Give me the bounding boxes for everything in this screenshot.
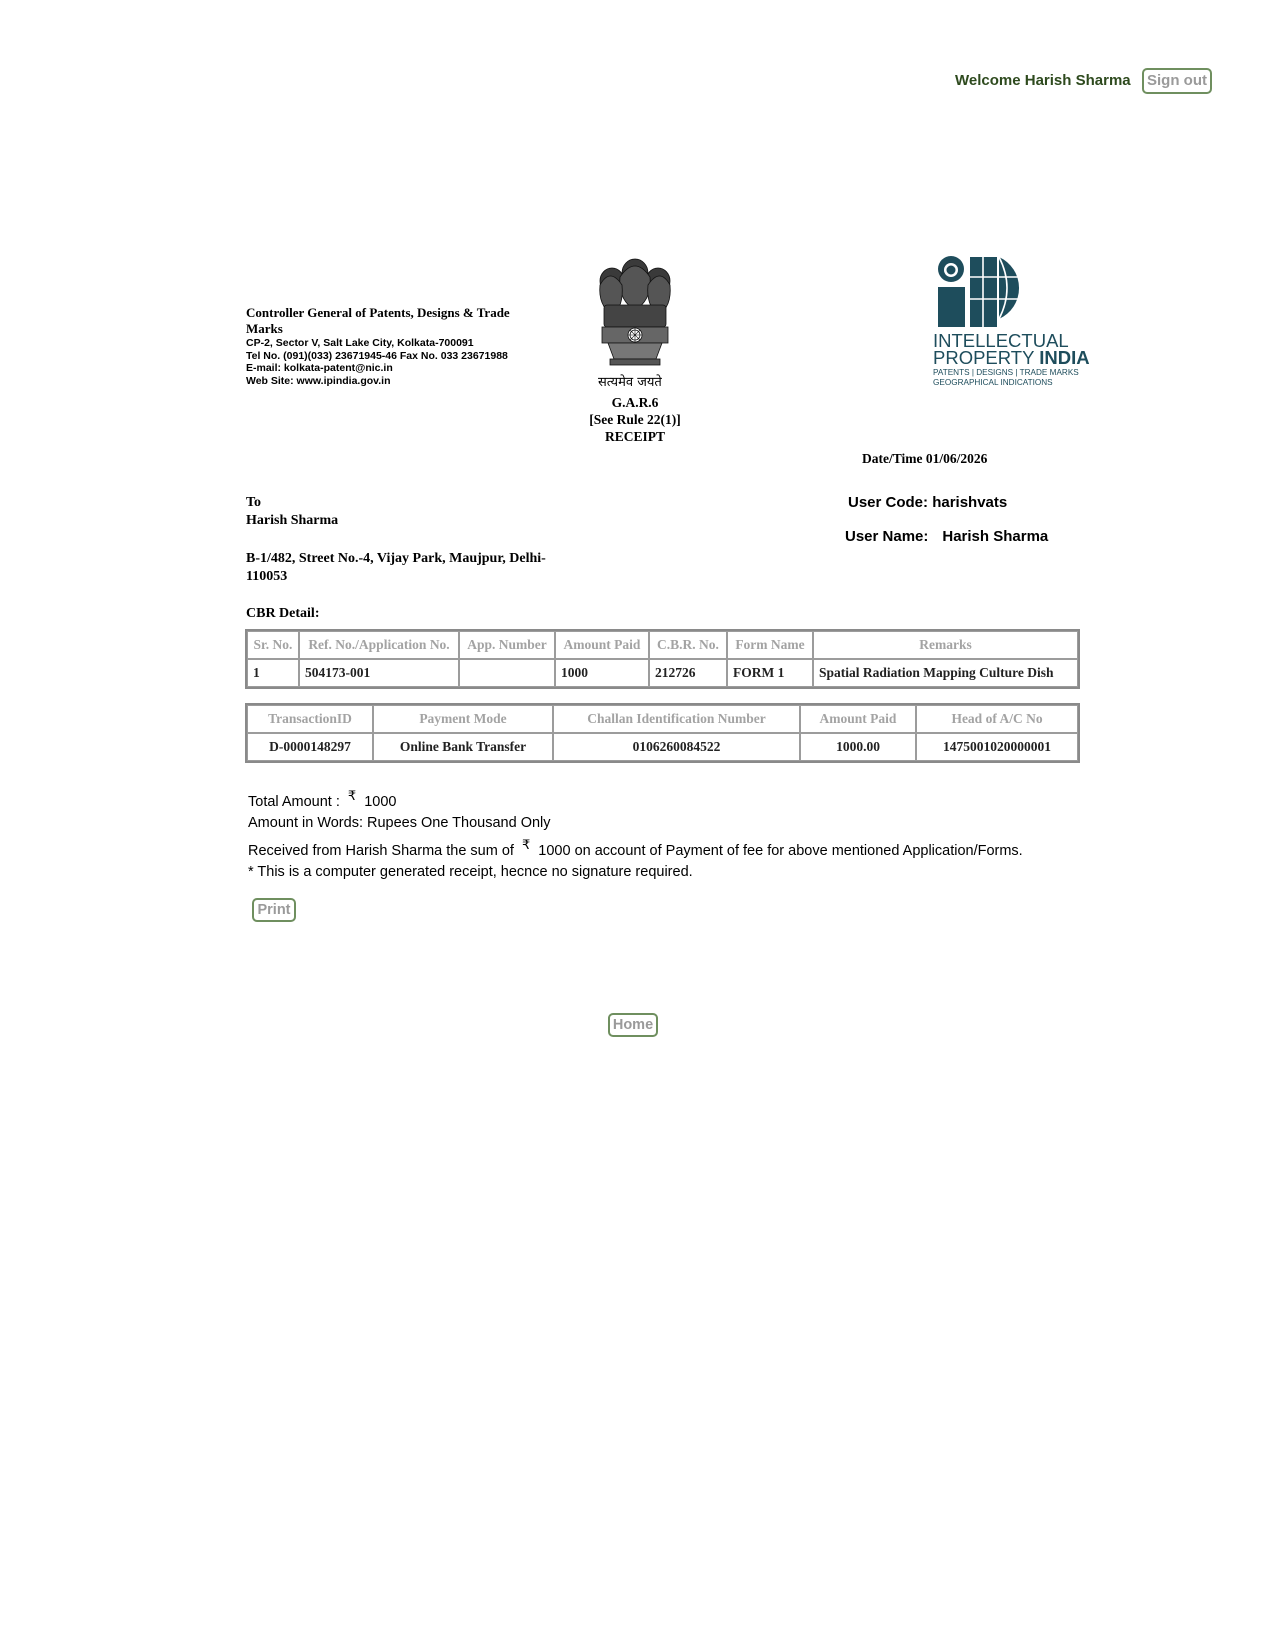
ip-logo-line3: PATENTS | DESIGNS | TRADE MARKS bbox=[933, 368, 1079, 377]
emblem-motto: सत्यमेव जयते bbox=[598, 375, 662, 390]
table-cell: 1000 bbox=[555, 659, 649, 687]
table-header: TransactionID bbox=[247, 705, 373, 733]
receipt-title: RECEIPT bbox=[604, 429, 665, 444]
user-code bbox=[848, 494, 1007, 511]
office-website: Web Site: www.ipindia.gov.in bbox=[246, 374, 391, 387]
user-name-value: Harish Sharma bbox=[942, 528, 1049, 545]
total-amount bbox=[248, 786, 551, 813]
table-header: App. Number bbox=[459, 631, 555, 659]
table-cell: 1475001020000001 bbox=[916, 733, 1078, 761]
user-code-label: User Code: bbox=[848, 494, 929, 511]
computer-generated-note: * This is a computer generated receipt, hecnce no signature required. bbox=[248, 864, 693, 880]
ip-logo-line2 bbox=[933, 347, 1090, 368]
office-address: CP-2, Sector V, Salt Lake City, Kolkata-700091 bbox=[246, 337, 474, 349]
rupee-icon: ₹ bbox=[521, 838, 531, 853]
rule-reference: [See Rule 22(1)] bbox=[589, 412, 681, 427]
user-code-value: harishvats bbox=[932, 494, 1008, 511]
received-suffix: 1000 on account of Payment of fee for above mentioned Application/Forms. bbox=[538, 843, 1023, 859]
to-label: To bbox=[246, 495, 262, 510]
rupee-icon: ₹ bbox=[347, 789, 357, 804]
cbr-detail-title: CBR Detail: bbox=[246, 606, 320, 621]
sign-out-button[interactable]: Sign out bbox=[1142, 68, 1212, 94]
received-prefix: Received from Harish Sharma the sum of bbox=[248, 843, 514, 859]
table-header: C.B.R. No. bbox=[649, 631, 727, 659]
total-amount-label: Total Amount : bbox=[248, 794, 340, 810]
table-row bbox=[247, 733, 1078, 761]
national-emblem-icon bbox=[590, 255, 680, 367]
table-header: Form Name bbox=[727, 631, 813, 659]
ip-logo-line4: GEOGRAPHICAL INDICATIONS bbox=[933, 378, 1053, 387]
office-info bbox=[246, 305, 536, 387]
recipient-address: B-1/482, Street No.-4, Vijay Park, Maujpur, Delhi-110053 bbox=[246, 551, 546, 584]
cbr-table bbox=[245, 629, 1080, 689]
welcome-text: Welcome Harish Sharma bbox=[955, 72, 1131, 89]
transaction-table bbox=[245, 703, 1080, 763]
office-tel: Tel No. (091)(033) 23671945-46 Fax No. 033 23671988 bbox=[246, 349, 508, 362]
home-button[interactable]: Home bbox=[608, 1013, 658, 1037]
recipient-block bbox=[246, 494, 338, 530]
ip-logo-line2a: PROPERTY bbox=[933, 347, 1040, 368]
table-header: Amount Paid bbox=[800, 705, 916, 733]
office-email: E-mail: kolkata-patent@nic.in bbox=[246, 362, 393, 374]
table-header: Head of A/C No bbox=[916, 705, 1078, 733]
table-cell: 1 bbox=[247, 659, 299, 687]
ip-logo-line1: INTELLECTUAL bbox=[933, 330, 1069, 351]
table-header-row bbox=[247, 705, 1078, 733]
table-cell: 0106260084522 bbox=[553, 733, 800, 761]
table-header: Payment Mode bbox=[373, 705, 553, 733]
amount-in-words: Amount in Words: Rupees One Thousand Only bbox=[248, 815, 551, 831]
ip-logo-line2b: INDIA bbox=[1039, 347, 1090, 368]
table-cell: D-0000148297 bbox=[247, 733, 373, 761]
total-amount-value: 1000 bbox=[364, 794, 397, 810]
user-name bbox=[845, 528, 1048, 545]
table-header: Remarks bbox=[813, 631, 1078, 659]
table-cell bbox=[459, 659, 555, 687]
table-cell: FORM 1 bbox=[727, 659, 813, 687]
table-header: Ref. No./Application No. bbox=[299, 631, 459, 659]
table-cell: 212726 bbox=[649, 659, 727, 687]
form-code: G.A.R.6 bbox=[611, 395, 659, 410]
office-name: Controller General of Patents, Designs & Trade Marks bbox=[246, 305, 510, 336]
received-block bbox=[248, 835, 1023, 883]
table-row bbox=[247, 659, 1078, 687]
table-cell: 504173-001 bbox=[299, 659, 459, 687]
table-header: Challan Identification Number bbox=[553, 705, 800, 733]
recipient-name: Harish Sharma bbox=[246, 513, 339, 528]
print-button[interactable]: Print bbox=[252, 898, 296, 922]
receipt-header bbox=[560, 394, 710, 445]
user-name-label: User Name: bbox=[845, 528, 929, 545]
totals-block bbox=[248, 786, 551, 834]
ip-india-logo bbox=[933, 255, 1093, 390]
received-statement bbox=[248, 835, 1023, 862]
table-header-row bbox=[247, 631, 1078, 659]
table-cell: Online Bank Transfer bbox=[373, 733, 553, 761]
table-header: Amount Paid bbox=[555, 631, 649, 659]
table-cell: 1000.00 bbox=[800, 733, 916, 761]
table-cell: Spatial Radiation Mapping Culture Dish bbox=[813, 659, 1078, 687]
table-header: Sr. No. bbox=[247, 631, 299, 659]
receipt-datetime: Date/Time 01/06/2026 bbox=[862, 451, 988, 466]
